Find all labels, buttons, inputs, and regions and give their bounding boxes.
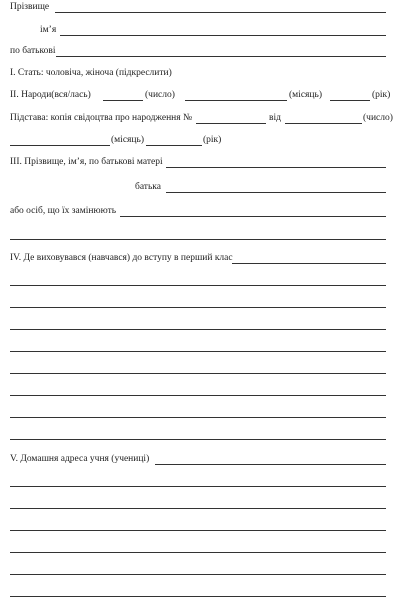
certificate-day-caption: (число) bbox=[363, 113, 393, 123]
address-line[interactable] bbox=[10, 486, 386, 487]
certificate-day-field[interactable] bbox=[285, 123, 362, 124]
birth-label: II. Народи(вся/лась) bbox=[10, 90, 91, 100]
birth-day-caption: (число) bbox=[145, 90, 175, 100]
address-line[interactable] bbox=[10, 596, 386, 597]
certificate-month-field[interactable] bbox=[10, 145, 110, 146]
certificate-month-caption: (місяць) bbox=[111, 135, 144, 145]
surname-label: Прізвище bbox=[10, 2, 50, 12]
address-line[interactable] bbox=[10, 530, 386, 531]
preschool-field[interactable] bbox=[232, 263, 386, 264]
patronymic-field[interactable] bbox=[56, 56, 386, 57]
address-line[interactable] bbox=[10, 574, 386, 575]
preschool-line[interactable] bbox=[10, 373, 386, 374]
preschool-line[interactable] bbox=[10, 307, 386, 308]
gender-label: I. Стать: чоловіча, жіноча (підкреслити) bbox=[10, 68, 172, 78]
birth-day-field[interactable] bbox=[103, 100, 143, 101]
address-field[interactable] bbox=[155, 464, 386, 465]
address-label: V. Домашня адреса учня (учениці) bbox=[10, 454, 150, 464]
first-name-field[interactable] bbox=[60, 35, 386, 36]
certificate-year-field[interactable] bbox=[146, 145, 202, 146]
father-label: батька bbox=[135, 182, 161, 192]
surname-field[interactable] bbox=[55, 12, 386, 13]
birth-year-caption: (рік) bbox=[372, 90, 391, 100]
address-line[interactable] bbox=[10, 552, 386, 553]
preschool-line[interactable] bbox=[10, 351, 386, 352]
guardians-field-extra[interactable] bbox=[10, 239, 386, 240]
preschool-line[interactable] bbox=[10, 439, 386, 440]
birth-month-field[interactable] bbox=[185, 100, 287, 101]
patronymic-label: по батькові bbox=[10, 46, 56, 56]
certificate-label: Підстава: копія свідоцтва про народження № bbox=[10, 113, 193, 123]
mother-label: III. Прізвище, ім’я, по батькові матері bbox=[10, 157, 163, 167]
father-field[interactable] bbox=[166, 192, 386, 193]
mother-field[interactable] bbox=[166, 167, 386, 168]
birth-year-field[interactable] bbox=[330, 100, 370, 101]
preschool-line[interactable] bbox=[10, 417, 386, 418]
birth-month-caption: (місяць) bbox=[289, 90, 322, 100]
preschool-line[interactable] bbox=[10, 395, 386, 396]
address-line[interactable] bbox=[10, 508, 386, 509]
guardians-field[interactable] bbox=[120, 216, 386, 217]
first-name-label: ім’я bbox=[40, 25, 57, 35]
certificate-year-caption: (рік) bbox=[203, 135, 222, 145]
certificate-from-label: від bbox=[269, 113, 281, 123]
certificate-number-field[interactable] bbox=[196, 123, 266, 124]
preschool-label: IV. Де виховувався (навчався) до вступу в перший клас bbox=[10, 253, 233, 263]
guardians-label: або осіб, що їх замінюють bbox=[10, 206, 117, 216]
preschool-line[interactable] bbox=[10, 329, 386, 330]
preschool-line[interactable] bbox=[10, 285, 386, 286]
